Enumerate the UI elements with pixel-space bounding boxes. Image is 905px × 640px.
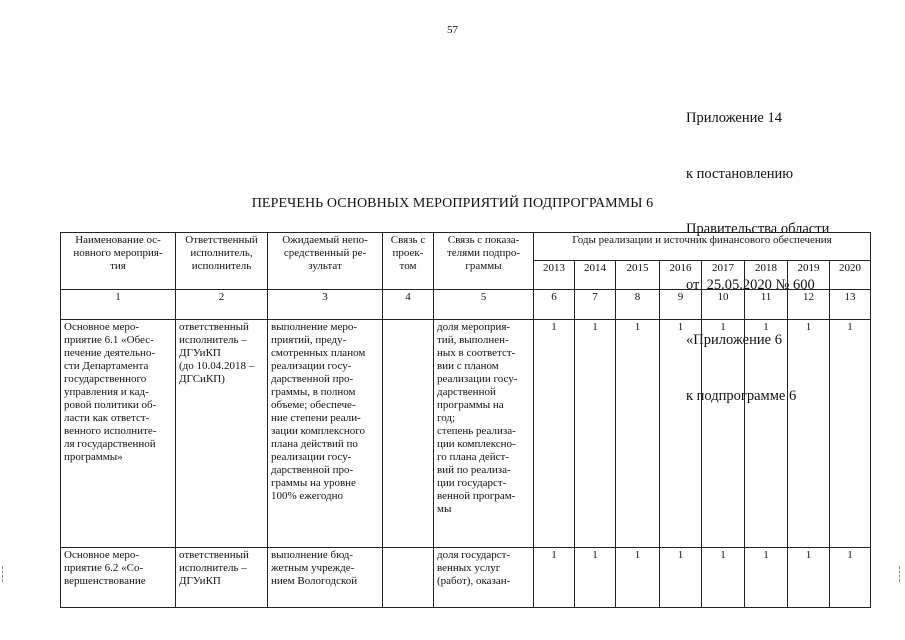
cell-line: вии с планом xyxy=(437,360,499,372)
cell-line: программы» xyxy=(64,451,123,463)
cell-line: жетным учрежде- xyxy=(271,562,355,574)
year-value-cell: 1 xyxy=(830,548,871,608)
column-number: 13 xyxy=(830,290,871,320)
cell-line: вершенствование xyxy=(64,575,146,587)
column-number: 1 xyxy=(61,290,176,320)
year-value-cell: 1 xyxy=(534,320,575,548)
cell-line: ДГУиКП xyxy=(179,575,221,587)
year-value-cell: 1 xyxy=(788,548,830,608)
cell-line: приятий, преду- xyxy=(271,334,347,346)
cell-line: граммы xyxy=(465,260,502,272)
appendix-line: Приложение 14 xyxy=(686,110,782,126)
executor-cell xyxy=(176,320,268,548)
cell-line: ответственный xyxy=(179,321,249,333)
cell-line: (до 10.04.2018 – xyxy=(179,360,255,372)
cell-line: граммы на уровне xyxy=(271,477,356,489)
column-number: 3 xyxy=(268,290,383,320)
year-header: 2018 xyxy=(745,261,788,290)
year-value-cell: 1 xyxy=(745,320,788,548)
year-header: 2020 xyxy=(830,261,871,290)
cell-line: 100% ежегодно xyxy=(271,490,344,502)
cell-line: венных услуг xyxy=(437,562,501,574)
cell-line: исполнитель – xyxy=(179,562,247,574)
cell-line: печение деятельно- xyxy=(64,347,156,359)
cell-line: новного мероприя- xyxy=(73,247,163,259)
cell-line: вий по реализа- xyxy=(437,464,511,476)
cell-line: Основное меро- xyxy=(64,321,140,333)
column-number: 9 xyxy=(660,290,702,320)
column-number: 7 xyxy=(575,290,616,320)
scan-edge-mark xyxy=(2,566,4,582)
cell-line: ных в соответст- xyxy=(437,347,516,359)
cell-line: год; xyxy=(437,412,456,424)
measure-name-cell xyxy=(61,320,176,548)
cell-line: проек- xyxy=(392,247,424,259)
year-value-cell: 1 xyxy=(616,548,660,608)
cell-line: доля мероприя- xyxy=(437,321,511,333)
cell-line: ласти как ответст- xyxy=(64,412,150,424)
executor-cell xyxy=(176,548,268,608)
cell-line: доля государст- xyxy=(437,549,511,561)
cell-line: ние степени реали- xyxy=(271,412,361,424)
year-value-cell: 1 xyxy=(575,320,616,548)
cell-line: ровой политики об- xyxy=(64,399,157,411)
cell-line: Связь с показа- xyxy=(447,234,520,246)
cell-line: го плана дейст- xyxy=(437,451,509,463)
appendix-line: Правительства области xyxy=(686,221,830,237)
project-cell xyxy=(383,548,434,608)
column-number: 12 xyxy=(788,290,830,320)
cell-line: дарственной xyxy=(437,386,496,398)
header-indicators xyxy=(434,233,534,290)
cell-line: телями подпро- xyxy=(446,247,521,259)
cell-line: Основное меро- xyxy=(64,549,140,561)
cell-line: выполнение бюд- xyxy=(271,549,354,561)
cell-line: тия xyxy=(110,260,126,272)
cell-line: степень реализа- xyxy=(437,425,516,437)
year-header: 2015 xyxy=(616,261,660,290)
cell-line: ции государст- xyxy=(437,477,507,489)
header-project xyxy=(383,233,434,290)
header-name xyxy=(61,233,176,290)
cell-line: управления и кад- xyxy=(64,386,149,398)
cell-line: зультат xyxy=(308,260,342,272)
column-number: 8 xyxy=(616,290,660,320)
cell-line: Связь с xyxy=(390,234,426,246)
table-row xyxy=(61,548,871,608)
column-number: 10 xyxy=(702,290,745,320)
document-title: ПЕРЕЧЕНЬ ОСНОВНЫХ МЕРОПРИЯТИЙ ПОДПРОГРАММЫ 6 xyxy=(251,196,654,211)
cell-line: реализации госу- xyxy=(437,373,518,385)
cell-line: ля государственной xyxy=(64,438,156,450)
year-value-cell: 1 xyxy=(660,548,702,608)
cell-line: ДГСиКП) xyxy=(179,373,225,385)
cell-line: реализации госу- xyxy=(271,451,352,463)
header-result xyxy=(268,233,383,290)
year-value-cell: 1 xyxy=(745,548,788,608)
appendix-line: «Приложение 6 xyxy=(686,332,782,348)
cell-line: исполнитель, xyxy=(190,247,253,259)
cell-line: приятие 6.2 «Со- xyxy=(64,562,144,574)
table-row xyxy=(61,320,871,548)
column-numbers-row xyxy=(61,290,871,320)
cell-line: венного исполните- xyxy=(64,425,157,437)
indicators-cell xyxy=(434,548,534,608)
year-value-cell: 1 xyxy=(702,548,745,608)
cell-line: дарственной про- xyxy=(271,464,354,476)
cell-line: нием Вологодской xyxy=(271,575,358,587)
cell-line: Ожидаемый непо- xyxy=(282,234,368,246)
cell-line: дарственной про- xyxy=(271,373,354,385)
cell-line: том xyxy=(399,260,417,272)
result-cell xyxy=(268,320,383,548)
year-value-cell: 1 xyxy=(788,320,830,548)
column-number: 6 xyxy=(534,290,575,320)
column-number: 4 xyxy=(383,290,434,320)
cell-line: программы на xyxy=(437,399,504,411)
appendix-line: от 25.05.2020 № 600 xyxy=(686,276,815,293)
column-number: 2 xyxy=(176,290,268,320)
cell-line: мы xyxy=(437,503,452,515)
cell-line: граммы, в полном xyxy=(271,386,356,398)
cell-line: зации комплексного xyxy=(271,425,366,437)
cell-line: объеме; обеспече- xyxy=(271,399,356,411)
cell-line: исполнитель – xyxy=(179,334,247,346)
header-executor xyxy=(176,233,268,290)
header-years-group: Годы реализации и источник финансового обеспечения xyxy=(534,233,871,261)
result-cell xyxy=(268,548,383,608)
year-value-cell: 1 xyxy=(830,320,871,548)
measure-name-cell xyxy=(61,548,176,608)
cell-line: ции комплексно- xyxy=(437,438,516,450)
cell-line: государственного xyxy=(64,373,147,385)
year-header: 2019 xyxy=(788,261,830,290)
appendix-line: к подпрограмме 6 xyxy=(686,387,797,404)
year-value-cell: 1 xyxy=(616,320,660,548)
cell-line: Наименование ос- xyxy=(75,234,161,246)
year-header: 2017 xyxy=(702,261,745,290)
cell-line: средственный ре- xyxy=(283,247,367,259)
header-row xyxy=(61,233,871,261)
year-header: 2016 xyxy=(660,261,702,290)
cell-line: (работ), оказан- xyxy=(437,575,511,587)
indicators-cell xyxy=(434,320,534,548)
cell-line: венной програм- xyxy=(437,490,516,502)
year-value-cell: 1 xyxy=(575,548,616,608)
measures-table xyxy=(60,232,871,608)
cell-line: ДГУиКП xyxy=(179,347,221,359)
cell-line: приятие 6.1 «Обес- xyxy=(64,334,154,346)
year-header: 2014 xyxy=(575,261,616,290)
cell-line: реализации госу- xyxy=(271,360,352,372)
cell-line: плана действий по xyxy=(271,438,358,450)
column-number: 11 xyxy=(745,290,788,320)
year-header: 2013 xyxy=(534,261,575,290)
cell-line: сти Департамента xyxy=(64,360,149,372)
cell-line: исполнитель xyxy=(191,260,252,272)
year-value-cell: 1 xyxy=(702,320,745,548)
cell-line: выполнение меро- xyxy=(271,321,357,333)
column-number: 5 xyxy=(434,290,534,320)
cell-line: ответственный xyxy=(179,549,249,561)
year-value-cell: 1 xyxy=(660,320,702,548)
appendix-line: к постановлению xyxy=(686,165,794,182)
cell-line: смотренных планом xyxy=(271,347,366,359)
year-value-cell: 1 xyxy=(534,548,575,608)
page-number: 57 xyxy=(447,24,458,36)
scan-edge-mark xyxy=(899,566,901,582)
cell-line: Ответственный xyxy=(185,234,258,246)
project-cell xyxy=(383,320,434,548)
cell-line: тий, выполнен- xyxy=(437,334,509,346)
